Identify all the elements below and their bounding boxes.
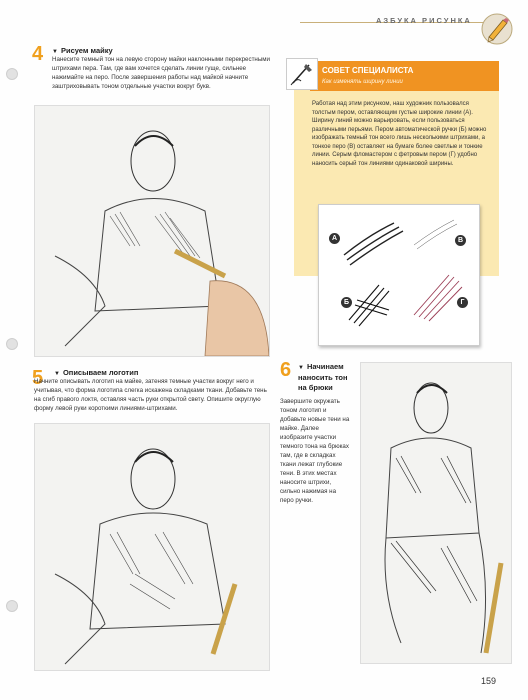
step-4-heading: ▼ Рисуем майку [52, 46, 113, 55]
running-header: АЗБУКА РИСУНКА [376, 16, 472, 25]
step-5-heading: ▼ Описываем логотип [54, 368, 139, 377]
triangle-icon: ▼ [54, 371, 60, 377]
marker-b: Б [341, 297, 352, 308]
sketch-trousers-image [361, 363, 511, 663]
binder-hole [6, 68, 18, 80]
triangle-icon: ▼ [52, 49, 58, 55]
binder-hole [6, 600, 18, 612]
step-6-heading: ▼ Начинаем наносить тон на брюки [298, 362, 348, 392]
binder-hole [6, 338, 18, 350]
step-6-number: 6 [280, 359, 292, 381]
pen-strokes-illustration [319, 205, 479, 345]
step-4-drawing-photo [34, 105, 270, 357]
marker-a: А [329, 233, 340, 244]
step-5-text: Начните описывать логотип на майке, затеняя темные участки вокруг него и учитывая, что форма логотипа слегка искажена складками ткани. Добавьте тень на сгиб правого локтя, оставляя часть руки открытой свету. Опишите округлую форму левой руки короткими линиями-штрихами. [34, 378, 267, 412]
pen-nib-icon [286, 58, 318, 90]
sketch-logo-image [35, 424, 269, 670]
step-6-text: Завершите окружать тоном логотип и добавьте новые тени на майке. Далее изобразите участки темного тона на брюках там, где в складках ткани лежат глубокие тени. В этих местах наносите штрихи, сильно нажимая на перо ручки. [280, 398, 350, 504]
page-number: 159 [481, 676, 497, 686]
step-5-number: 5 [32, 367, 44, 389]
marker-v: В [455, 235, 466, 246]
step-6-drawing-photo [360, 362, 512, 664]
tip-title: СОВЕТ СПЕЦИАЛИСТА [322, 66, 414, 75]
step-4-number: 4 [32, 43, 44, 65]
marker-g: Г [457, 297, 468, 308]
triangle-icon: ▼ [298, 365, 304, 371]
pencil-icon [480, 12, 514, 46]
step-5-drawing-photo [34, 423, 270, 671]
tip-subtitle: Как изменять ширину линии [322, 79, 403, 85]
sketch-portrait-image [35, 106, 269, 356]
step-4-text: Нанесите темный тон на левую сторону майки наклонными перекрестными штрихами пера. Там, где вам хочется сделать линии гуще, сильнее нажимайте на перо. После завершения работы над майкой начните заштриховывать тоном отдельные участки вокруг букв. [52, 56, 270, 90]
tip-text: Работая над этим рисунком, наш художник пользовался толстым пером, оставляющим густые широкие линии (А). Ширину линий можно варьировать, если пользоваться различными перьями. Пером автоматической ручки (Б) можно изображать темный тон всего лишь несколькими штрихами, а тонкое перо (В) оставляет на бумаге более светлые и тонкие линии. Серым фломастером с фетровым пером (Г) удобно наносить серый тон линиями одинаковой ширины. [312, 101, 487, 167]
line-width-demo-image [318, 204, 480, 346]
